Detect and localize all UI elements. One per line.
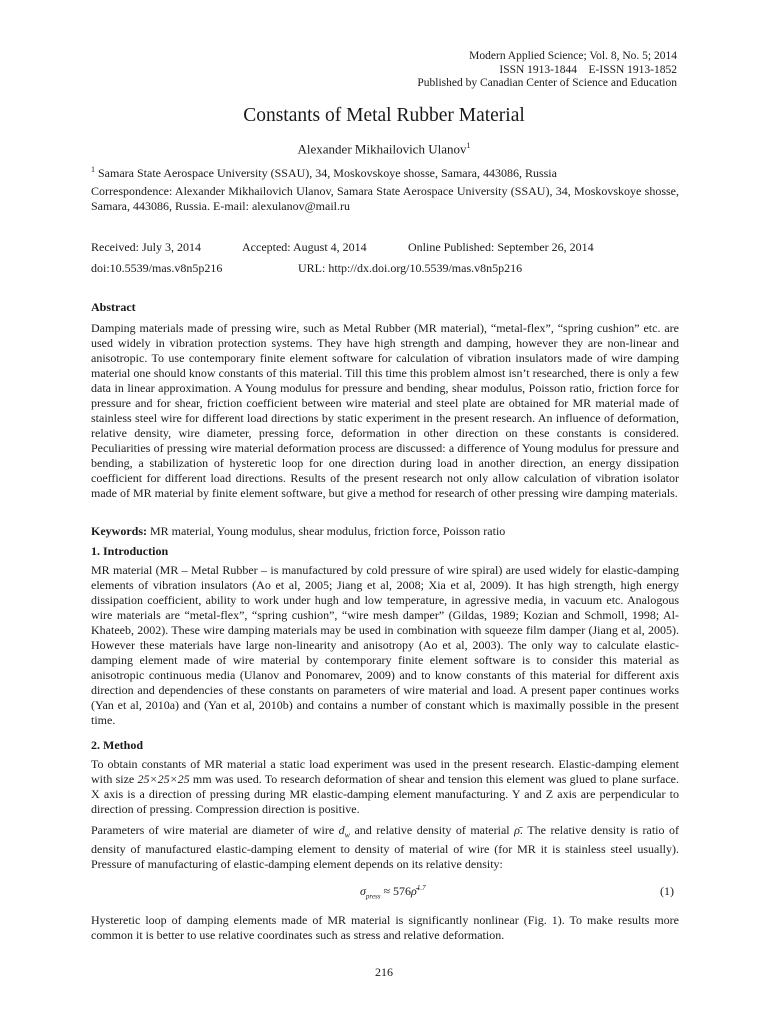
page-number: 216 [375,965,393,979]
keywords-text: MR material, Young modulus, shear modulus, friction force, Poisson ratio [147,524,506,538]
affiliation-sup: 1 [91,165,95,174]
introduction-text: MR material (MR – Metal Rubber – is manufactured by cold pressure of wire spiral) are used widely for elastic-damping elements of vibration insulators (Ao et al, 2005; Jiang et al, 2008; Xia et al, 2009). It has high strength, high energy dissipation coefficient, ability to work under hugh and low temperature, in agressive media, in vacuum etc. Analogous wire materials are “metal-flex”, “spring cushion”, “wire mesh damper” (Gildas, 1989; Kozian and Schmoll, 1998; Al-Khateeb, 2002). These wire damping materials may be used in combination with squeeze film damper (Jiang et al, 2005). However these materials have large non-linearity and anisotropy (Ao et al, 2003). The only way to calculate elastic-damping element made of wire material by contemporary finite element software is to consider this material as anisotropic continuous media (Ulanov and Ponomarev, 2009) and to know constants of this material for different axis direction and dependencies of these constants on parameters of wire material and load. A present paper continues works (Yan et al, 2010a) and (Yan et al, 2010b) and contains a number of constant which is maximally possible in the present time. [91,563,679,727]
equation-number: (1) [660,884,674,898]
abstract-heading: Abstract [91,300,136,314]
doi-text: doi:10.5539/mas.v8n5p216 [91,261,223,275]
eq-subscript: press [365,892,381,901]
author-sup: 1 [466,141,471,150]
journal-line: Modern Applied Science; Vol. 8, No. 5; 2014 [469,50,677,62]
received-date: Received: July 3, 2014 [91,240,201,254]
affiliation-text: Samara State Aerospace University (SSAU), 34, Moskovskoye shosse, Samara, 443086, Russia [95,166,557,180]
method-p1-text-b: mm was used. To research deformation of shear and tension this element was glued to plane surface. X axis is a direction of pressing during MR elastic-damping element manufacturing. Y and Z axis are perpendicular to direction of pressing. Compression direction is positive. [91,772,679,816]
author-name: Alexander Mikhailovich Ulanov [297,141,467,157]
eq-exponent: 1.7 [416,884,426,892]
method-p1-text-a: To obtain constants of MR material a static load experiment was used in the present research. Elastic-damping element with size [91,757,679,786]
relative-density-symbol: ρ̄ [514,823,520,837]
author-line [0,141,768,157]
eq-sigma: σ [360,884,366,898]
dw-letter: d [338,823,345,837]
eq-rho: ρ̄ [411,884,417,898]
element-size-math: 25×25×25 [137,772,190,786]
method-p2-text-b: and relative density of material [350,823,515,837]
keywords-label: Keywords: [91,524,147,538]
method-heading: 2. Method [91,738,143,752]
method-paragraph-3: Hysteretic loop of damping elements made of MR material is significantly nonlinear (Fig. 1). To make results more common it is better to use relative coordinates such as stress and relative deformation. [91,913,679,942]
published-date: Online Published: September 26, 2014 [408,240,594,254]
correspondence: Correspondence: Alexander Mikhailovich Ulanov, Samara State Aerospace University (SSAU), 34, Moskovskoye shosse, Samara, 443086, Russia. E-mail: alexulanov@mail.ru [91,184,679,213]
introduction-heading: 1. Introduction [91,544,169,558]
publisher-line: Published by Canadian Center of Science and Education [417,77,677,89]
keywords [91,524,679,539]
abstract-text: Damping materials made of pressing wire, such as Metal Rubber (MR material), “metal-flex”, “spring cushion” etc. are used widely in vibration protection systems. They have high strength and damping, however they are non-linear and anisotropic. To use contemporary finite element software for calculation of vibration insulators made of wire damping material one should know constants of this material. Till this time this problem almost isn’t researched, there is only a few data in linear approximation. A Young modulus for pressure and bending, shear modulus, Poisson ratio, friction force for pressure and for shear, friction coefficient between wire material and steel plate are obtained for MR material made of stainless steel wire for different load directions by static experiment in the present research. An influence of deformation, relative density, wire diameter, pressing force, deformation in other direction on these constants is considered. Peculiarities of pressing wire material deformation process are discussed: a difference of Young modulus for pressure and bending, a stabilization of hysteretic loop for one direction during load in another direction, an energy dissipation coefficient for different load directions. Results of the present research not only allow calculation of vibration isolator made of MR material by finite element software, but give a method for research of other pressing wire damping materials. [91,321,679,500]
method-p2-text-c: . The relative density is ratio of density of manufactured elastic-damping element to density of material of wire (for MR it is stainless steel usually). Pressure of manufacturing of elastic-damping element depends on its relative density: [91,823,679,872]
eq-relation: ≈ 576 [380,884,412,898]
method-paragraph-1 [91,757,679,817]
issn-line: ISSN 1913-1844 E-ISSN 1913-1852 [499,63,677,76]
paper-title: Constants of Metal Rubber Material [243,105,525,126]
method-p2-text-a: Parameters of wire material are diameter of wire [91,823,339,837]
dw-subscript: w [344,830,350,840]
journal-header [417,50,677,91]
doi-url-link[interactable]: URL: http://dx.doi.org/10.5539/mas.v8n5p216 [298,261,523,275]
accepted-date: Accepted: August 4, 2014 [242,240,367,254]
wire-diameter-symbol [338,823,350,840]
method-paragraph-2 [91,823,679,872]
affiliation [91,162,679,181]
equation-1 [360,884,426,900]
